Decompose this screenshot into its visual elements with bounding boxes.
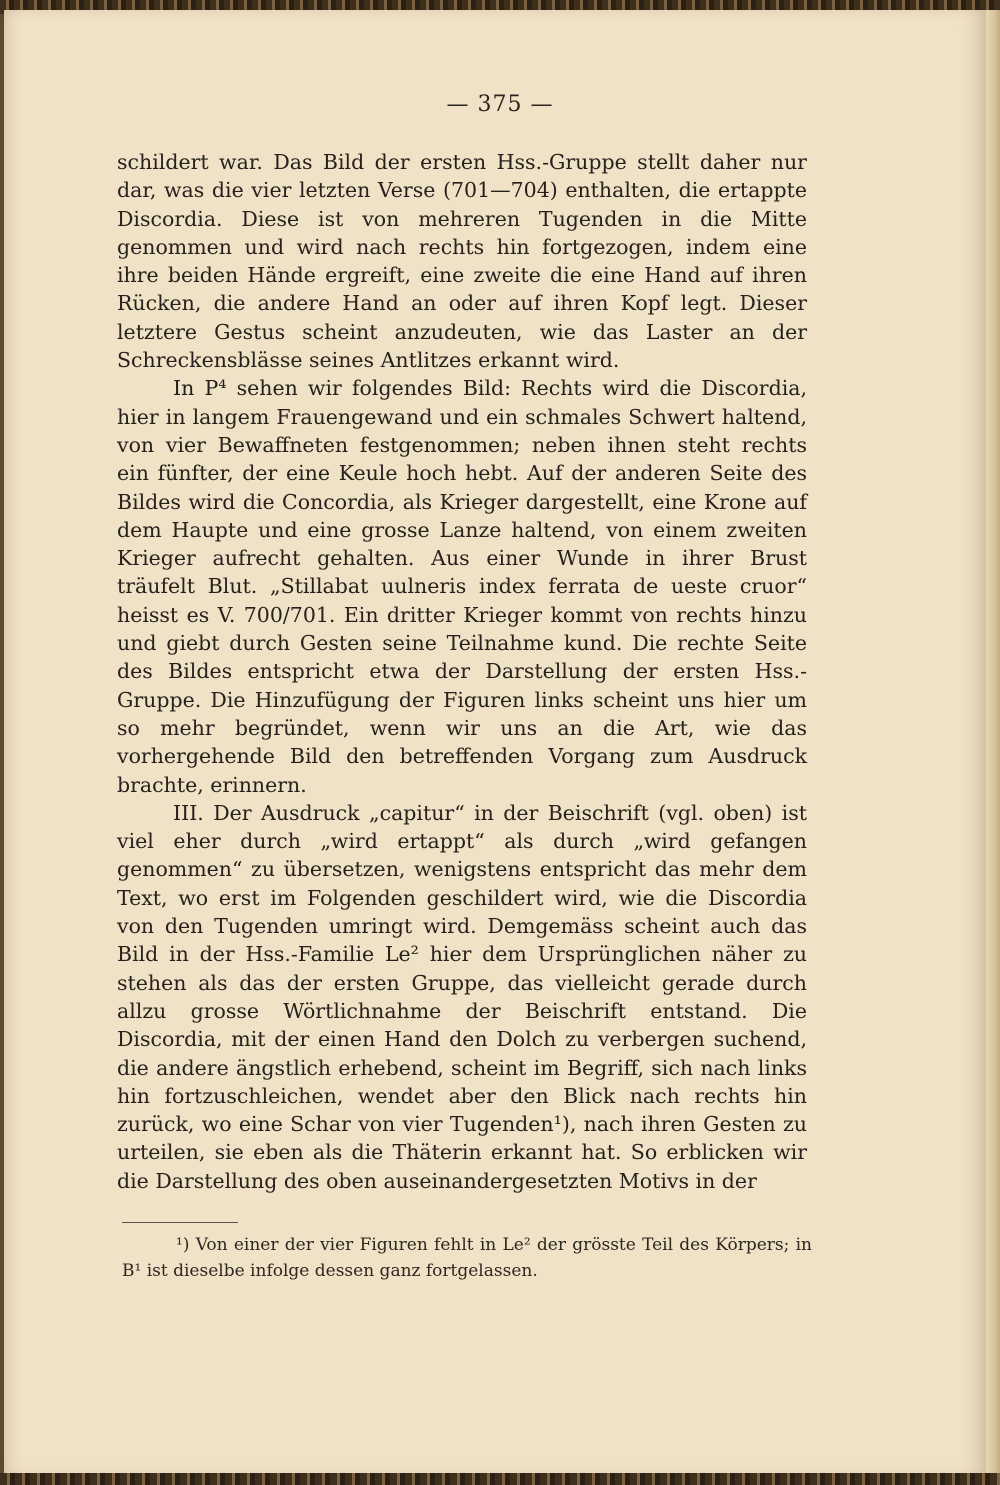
book-binding-bottom <box>0 1473 1000 1485</box>
footnote <box>122 1232 812 1284</box>
paragraph-3: III. Der Ausdruck „capitur“ in der Beischrift (vgl. oben) ist viel eher durch „wird ertappt“ als durch „wird gefangen genommen“ zu übersetzen, wenigstens entspricht das mehr dem Text, wo erst im Folgenden geschildert wird, wie die Discordia von den Tugenden umringt wird. Demgemäss scheint auch das Bild in der Hss.-Familie Le² hier dem Ursprünglichen näher zu stehen als das der ersten Gruppe, das vielleicht gerade durch allzu grosse Wörtlichnahme der Beischrift entstand. Die Discordia, mit der einen Hand den Dolch zu verbergen suchend, die andere ängstlich erhebend, scheint im Begriff, sich nach links hin fortzuschleichen, wendet aber den Blick nach rechts hin zurück, wo eine Schar von vier Tugenden¹), nach ihren Gesten zu urteilen, sie eben als die Thäterin erkannt hat. So erblicken wir die Darstellung des oben auseinandergesetzten Motivs in der <box>117 800 807 1193</box>
body-text <box>117 148 807 1195</box>
page-number: — 375 — <box>446 92 554 117</box>
paragraph-1: schildert war. Das Bild der ersten Hss.-Gruppe stellt daher nur dar, was die vier letzten Verse (701—704) enthalten, die ertappte Discordia. Diese ist von mehreren Tugenden in die Mitte genommen und wird nach rechts hin fortgezogen, indem eine ihre beiden Hände ergreift, eine zweite die eine Hand auf ihren Rücken, die andere Hand an oder auf ihren Kopf legt. Dieser letztere Gestus scheint anzudeuten, wie das Laster an der Schreckensblässe seines Antlitzes erkannt wird. <box>117 150 807 373</box>
paragraph-2: In P⁴ sehen wir folgendes Bild: Rechts wird die Discordia, hier in langem Frauengewand und ein schmales Schwert haltend, von vier Bewaffneten festgenommen; neben ihnen steht rechts ein fünfter, der eine Keule hoch hebt. Auf der anderen Seite des Bildes wird die Concordia, als Krieger dargestellt, eine Krone auf dem Haupte und eine grosse Lanze haltend, von einem zweiten Krieger aufrecht gehalten. Aus einer Wunde in ihrer Brust träufelt Blut. „Stillabat uulneris index ferrata de ueste cruor“ heisst es V. 700/701. Ein dritter Krieger kommt von rechts hinzu und giebt durch Gesten seine Teilnahme kund. Die rechte Seite des Bildes entspricht etwa der Darstellung der ersten Hss.-Gruppe. Die Hinzufügung der Figuren links scheint uns hier um so mehr begründet, wenn wir uns an die Art, wie das vorhergehende Bild den betreffenden Vorgang zum Ausdruck brachte, erinnern. <box>117 376 807 797</box>
footnote-divider <box>122 1222 238 1223</box>
page-edge-shadow <box>986 10 1000 1475</box>
footnote-text: ¹) Von einer der vier Figuren fehlt in Le² der grösste Teil des Körpers; in B¹ ist dieselbe infolge dessen ganz fortgelassen. <box>122 1235 812 1281</box>
